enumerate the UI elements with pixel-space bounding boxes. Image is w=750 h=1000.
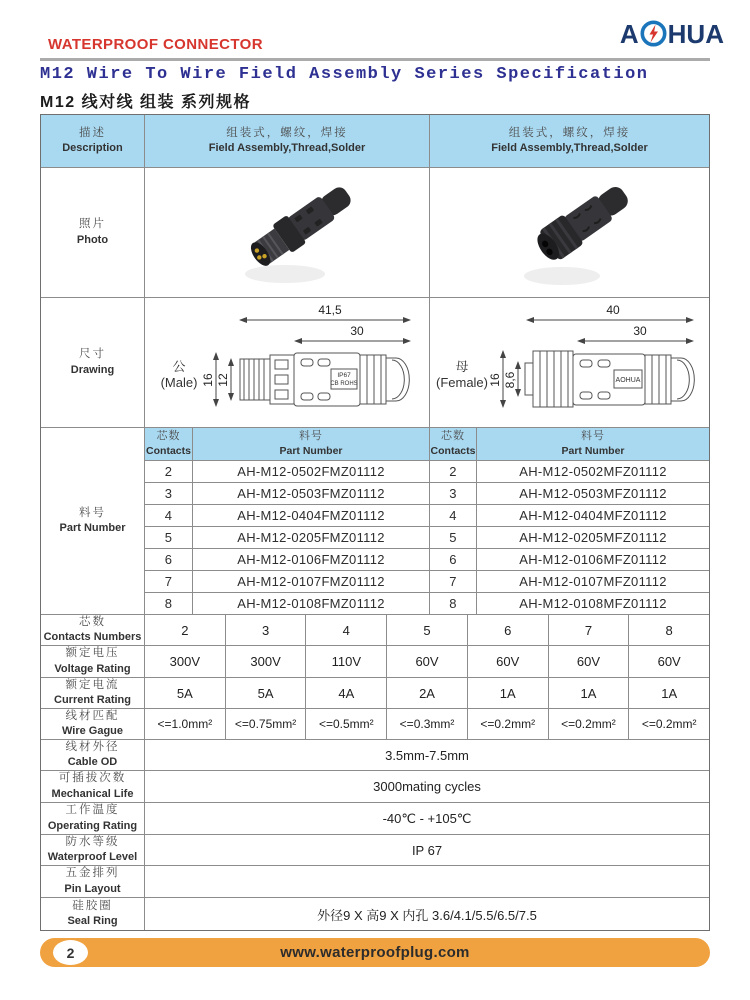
- male-drawing: [145, 298, 430, 427]
- part-number-table: [145, 428, 709, 614]
- contacts-numbers-label: 芯数 Contacts Numbers: [41, 615, 145, 645]
- female-dim-inner: 8,6: [502, 371, 517, 388]
- part-table-row: 5 AH-M12-0205FMZ01112 5 AH-M12-0205MFZ01112: [145, 527, 709, 549]
- cable-od-row: [41, 740, 709, 771]
- brand-tagline: WATERPROOF CONNECTOR: [48, 36, 263, 53]
- part-number-row: [41, 428, 709, 615]
- contacts-numbers-row: 芯数 Contacts Numbers 2 3 4 5 6 7 8: [41, 615, 709, 646]
- page-title-cn: M12 线对线 组装 系列规格: [40, 94, 251, 111]
- current-rating-row: 额定电流 Current Rating 5A 5A 4A 2A 1A 1A 1A: [41, 678, 709, 709]
- description-label: 描述 Description: [41, 115, 145, 167]
- page-number: 2: [53, 940, 88, 965]
- female-gender-en: (Female): [435, 374, 488, 390]
- operating-rating-label: 工作温度 Operating Rating: [41, 803, 145, 834]
- male-gender-cn: 公: [172, 358, 186, 374]
- male-dim-body: 30: [350, 323, 364, 338]
- photo-label: 照片 Photo: [41, 168, 145, 297]
- header-divider: [40, 58, 710, 61]
- female-drawing: [430, 298, 709, 427]
- female-dim-total: 40: [605, 302, 620, 317]
- male-dim-total: 41,5: [318, 302, 342, 317]
- female-gender-cn: 母: [454, 358, 469, 374]
- operating-rating-row: [41, 803, 709, 835]
- mechanical-life-row: [41, 771, 709, 803]
- male-badge-line2: CB ROHS: [330, 380, 358, 387]
- pin-layout-row: [41, 866, 709, 898]
- part-table-row: 4 AH-M12-0404FMZ01112 4 AH-M12-0404MFZ01112: [145, 505, 709, 527]
- page-title: M12 Wire To Wire Field Assembly Series Specification: [40, 65, 649, 84]
- part-table-row: 2 AH-M12-0502FMZ01112 2 AH-M12-0502MFZ01112: [145, 461, 709, 483]
- website-url: www.waterproofplug.com: [280, 944, 470, 961]
- female-connector-photo: [430, 168, 709, 297]
- part-number-label: 料号 Part Number: [41, 428, 145, 614]
- operating-rating-value: -40℃ - +105℃: [382, 810, 472, 826]
- female-dim-body: 30: [632, 323, 647, 338]
- description-male: 组装式，螺纹，焊接 Field Assembly,Thread,Solder: [145, 115, 430, 167]
- drawing-label: 尺寸 Drawing: [41, 298, 145, 427]
- spec-table: [40, 114, 710, 931]
- cable-od-value: 3.5mm-7.5mm: [385, 747, 469, 763]
- description-female: 组装式，螺纹，焊接 Field Assembly,Thread,Solder: [430, 115, 709, 167]
- company-logo: [620, 20, 724, 47]
- male-connector-photo: [145, 168, 430, 297]
- current-rating-label: 额定电流 Current Rating: [41, 678, 145, 708]
- footer-bar: [40, 938, 710, 967]
- male-badge-line1: IP67: [337, 371, 351, 379]
- part-table-row: 7 AH-M12-0107FMZ01112 7 AH-M12-0107MFZ01112: [145, 571, 709, 593]
- part-table-header: 芯数 Contacts 料号 Part Number 芯数 Contacts 料号 Part Number: [145, 428, 709, 461]
- waterproof-level-label: 防水等级 Waterproof Level: [41, 835, 145, 865]
- seal-ring-value: 外径9 X 高9 X 内孔 3.6/4.1/5.5/6.5/7.5: [317, 907, 537, 923]
- seal-ring-label: 硅胶圈 Seal Ring: [41, 898, 145, 930]
- waterproof-level-value: IP 67: [411, 842, 443, 858]
- cable-od-label: 线材外径 Cable OD: [41, 740, 145, 770]
- part-table-row: 3 AH-M12-0503FMZ01112 3 AH-M12-0503MFZ01112: [145, 483, 709, 505]
- voltage-rating-label: 额定电压 Voltage Rating: [41, 646, 145, 677]
- mechanical-life-value: 3000mating cycles: [373, 779, 481, 794]
- waterproof-level-row: [41, 835, 709, 866]
- mechanical-life-label: 可插拔次数 Mechanical Life: [41, 771, 145, 802]
- wire-gauge-label: 线材匹配 Wire Gague: [41, 709, 145, 739]
- photo-row: [41, 168, 709, 298]
- male-dim-outer: 16: [201, 372, 215, 387]
- seal-ring-row: [41, 898, 709, 930]
- pin-layout-icons: [145, 866, 709, 897]
- logo-lightning-icon: [640, 20, 667, 47]
- part-table-row: 6 AH-M12-0106FMZ01112 6 AH-M12-0106MFZ01112: [145, 549, 709, 571]
- wire-gauge-row: 线材匹配 Wire Gague <=1.0mm² <=0.75mm² <=0.5mm² <=0.3mm² <=0.2mm² <=0.2mm² <=0.2mm²: [41, 709, 709, 740]
- pin-layout-label: 五金排列 Pin Layout: [41, 866, 145, 897]
- male-dim-thread: 12: [216, 372, 230, 387]
- description-row: [41, 115, 709, 168]
- female-badge-line1: AOHUA: [615, 376, 640, 384]
- voltage-rating-row: 额定电压 Voltage Rating 300V 300V 110V 60V 60V 60V 60V: [41, 646, 709, 678]
- female-dim-outer: 16: [487, 372, 502, 387]
- part-table-row: 8 AH-M12-0108FMZ01112 8 AH-M12-0108MFZ01112: [145, 593, 709, 614]
- male-gender-en: (Male): [160, 374, 198, 390]
- drawing-row: [41, 298, 709, 428]
- logo-text-hua: HUA: [667, 18, 724, 49]
- logo-text-a: A: [619, 18, 639, 49]
